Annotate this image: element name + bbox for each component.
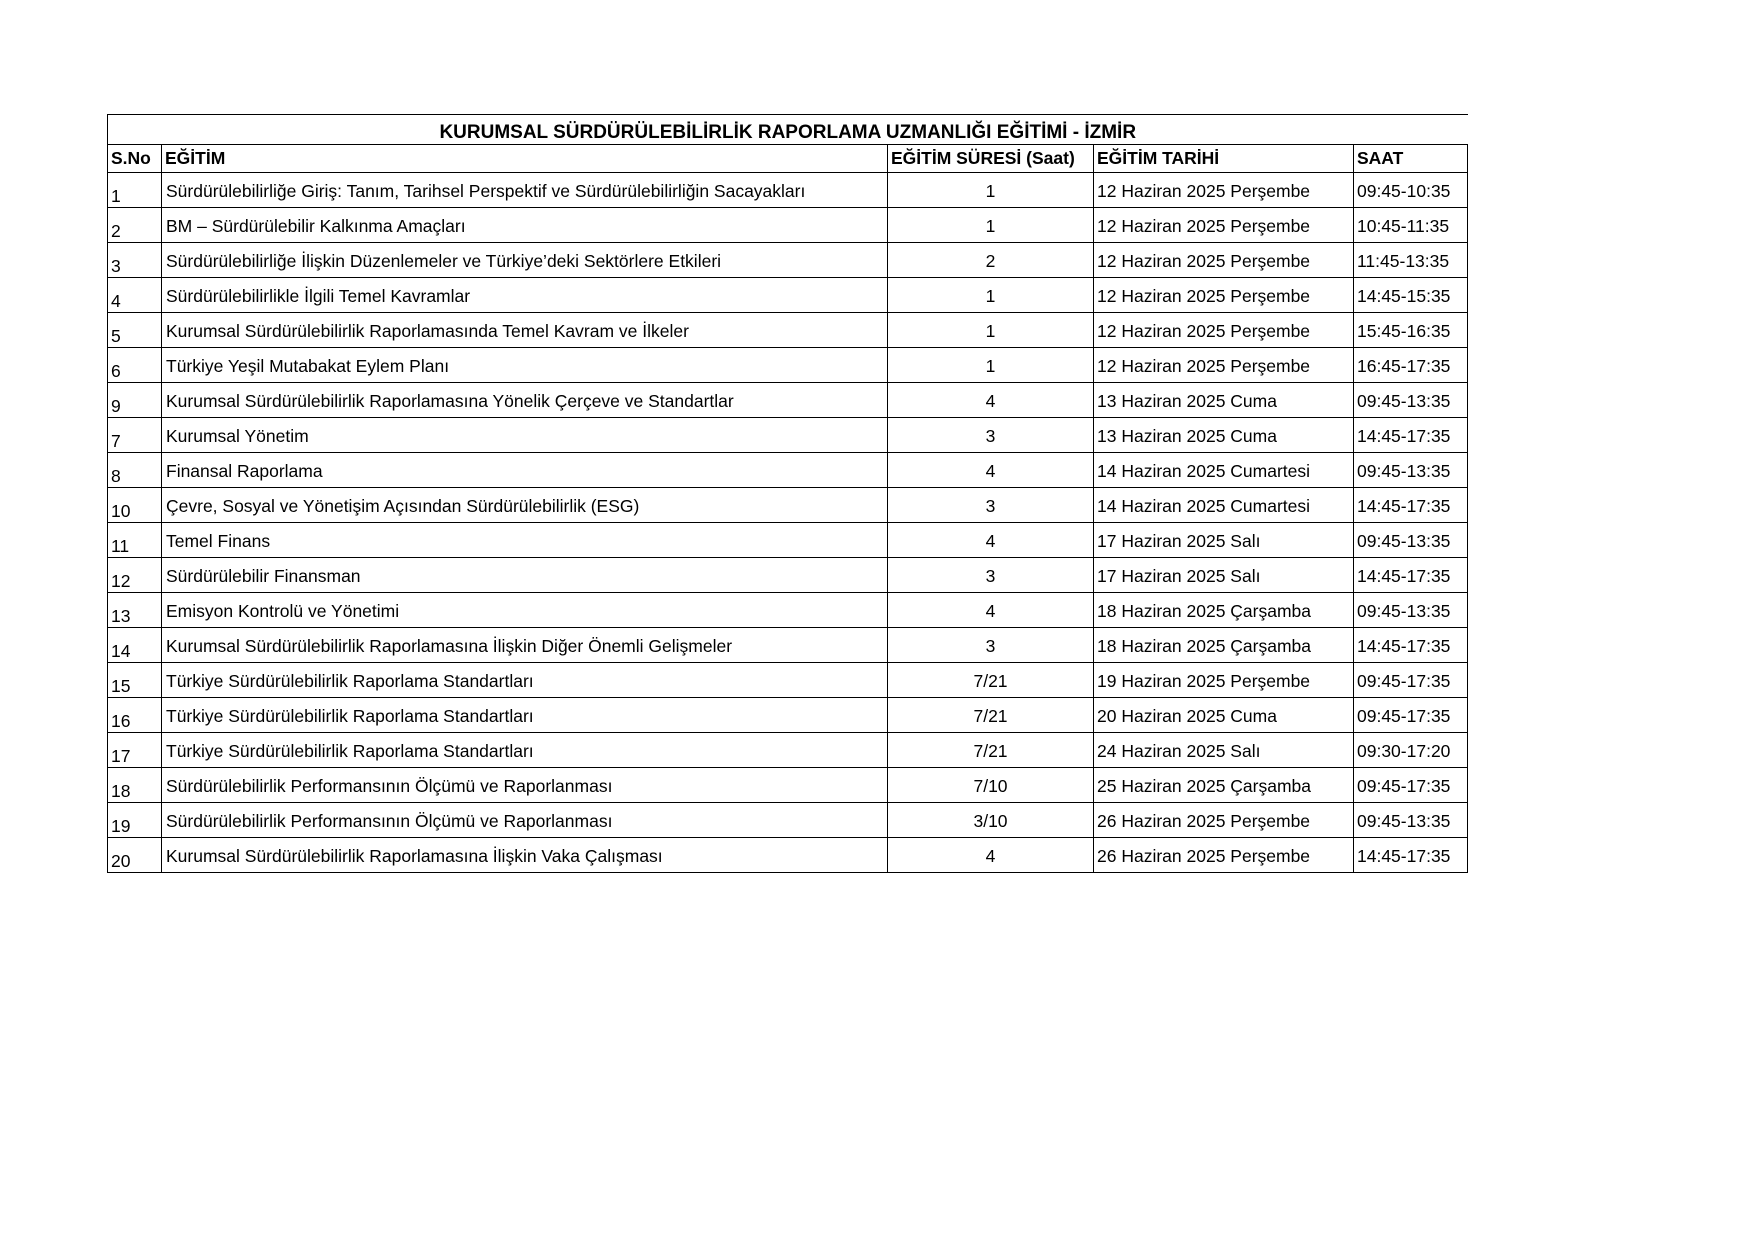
- table-title: KURUMSAL SÜRDÜRÜLEBİLİRLİK RAPORLAMA UZMANLIĞI EĞİTİMİ - İZMİR: [108, 115, 1468, 145]
- course-duration: 7/21: [888, 663, 1094, 698]
- row-number: 15: [108, 663, 162, 698]
- course-duration: 4: [888, 838, 1094, 873]
- table-row: [108, 733, 1468, 768]
- course-date: 14 Haziran 2025 Cumartesi: [1094, 453, 1354, 488]
- course-time: 16:45-17:35: [1354, 348, 1468, 383]
- course-time: 14:45-17:35: [1354, 488, 1468, 523]
- table-row: [108, 418, 1468, 453]
- table-row: [108, 383, 1468, 418]
- course-duration: 1: [888, 348, 1094, 383]
- row-number: 8: [108, 453, 162, 488]
- course-name: Finansal Raporlama: [162, 453, 888, 488]
- course-duration: 2: [888, 243, 1094, 278]
- course-date: 13 Haziran 2025 Cuma: [1094, 418, 1354, 453]
- table-row: [108, 278, 1468, 313]
- course-date: 12 Haziran 2025 Perşembe: [1094, 208, 1354, 243]
- course-date: 12 Haziran 2025 Perşembe: [1094, 313, 1354, 348]
- row-number: 1: [108, 173, 162, 208]
- course-date: 26 Haziran 2025 Perşembe: [1094, 803, 1354, 838]
- row-number: 7: [108, 418, 162, 453]
- course-duration: 3: [888, 558, 1094, 593]
- table-row: [108, 698, 1468, 733]
- table-row: [108, 173, 1468, 208]
- course-time: 09:30-17:20: [1354, 733, 1468, 768]
- course-time: 09:45-10:35: [1354, 173, 1468, 208]
- header-duration: EĞİTİM SÜRESİ (Saat): [888, 145, 1094, 173]
- header-course: EĞİTİM: [162, 145, 888, 173]
- course-name: Sürdürülebilirlik Performansının Ölçümü ve Raporlanması: [162, 768, 888, 803]
- course-duration: 3: [888, 418, 1094, 453]
- course-duration: 7/21: [888, 698, 1094, 733]
- course-date: 25 Haziran 2025 Çarşamba: [1094, 768, 1354, 803]
- course-time: 09:45-17:35: [1354, 698, 1468, 733]
- course-duration: 3: [888, 628, 1094, 663]
- schedule-table: [107, 114, 1468, 873]
- table-row: [108, 313, 1468, 348]
- row-number: 14: [108, 628, 162, 663]
- row-number: 12: [108, 558, 162, 593]
- row-number: 11: [108, 523, 162, 558]
- course-duration: 1: [888, 313, 1094, 348]
- row-number: 19: [108, 803, 162, 838]
- header-row: [108, 145, 1468, 173]
- course-name: Emisyon Kontrolü ve Yönetimi: [162, 593, 888, 628]
- course-name: Sürdürülebilirlikle İlgili Temel Kavramlar: [162, 278, 888, 313]
- table-row: [108, 488, 1468, 523]
- course-name: Sürdürülebilirlik Performansının Ölçümü ve Raporlanması: [162, 803, 888, 838]
- course-duration: 4: [888, 593, 1094, 628]
- course-duration: 3/10: [888, 803, 1094, 838]
- course-duration: 4: [888, 383, 1094, 418]
- course-date: 17 Haziran 2025 Salı: [1094, 523, 1354, 558]
- course-date: 18 Haziran 2025 Çarşamba: [1094, 628, 1354, 663]
- course-time: 14:45-17:35: [1354, 628, 1468, 663]
- table-row: [108, 628, 1468, 663]
- table-row: [108, 558, 1468, 593]
- course-date: 17 Haziran 2025 Salı: [1094, 558, 1354, 593]
- course-date: 18 Haziran 2025 Çarşamba: [1094, 593, 1354, 628]
- course-time: 10:45-11:35: [1354, 208, 1468, 243]
- course-date: 14 Haziran 2025 Cumartesi: [1094, 488, 1354, 523]
- course-name: Türkiye Sürdürülebilirlik Raporlama Standartları: [162, 698, 888, 733]
- course-duration: 1: [888, 278, 1094, 313]
- course-name: Kurumsal Yönetim: [162, 418, 888, 453]
- course-name: Kurumsal Sürdürülebilirlik Raporlamasına İlişkin Diğer Önemli Gelişmeler: [162, 628, 888, 663]
- course-time: 14:45-17:35: [1354, 418, 1468, 453]
- row-number: 9: [108, 383, 162, 418]
- course-time: 14:45-17:35: [1354, 558, 1468, 593]
- table-row: [108, 348, 1468, 383]
- course-name: BM – Sürdürülebilir Kalkınma Amaçları: [162, 208, 888, 243]
- course-date: 26 Haziran 2025 Perşembe: [1094, 838, 1354, 873]
- course-date: 19 Haziran 2025 Perşembe: [1094, 663, 1354, 698]
- row-number: 13: [108, 593, 162, 628]
- course-date: 12 Haziran 2025 Perşembe: [1094, 173, 1354, 208]
- course-date: 12 Haziran 2025 Perşembe: [1094, 243, 1354, 278]
- table-row: [108, 523, 1468, 558]
- course-duration: 1: [888, 173, 1094, 208]
- course-time: 09:45-13:35: [1354, 593, 1468, 628]
- course-date: 12 Haziran 2025 Perşembe: [1094, 278, 1354, 313]
- course-time: 09:45-13:35: [1354, 383, 1468, 418]
- table-body: [108, 173, 1468, 873]
- table-row: [108, 768, 1468, 803]
- table-row: [108, 243, 1468, 278]
- course-name: Sürdürülebilirliğe Giriş: Tanım, Tarihsel Perspektif ve Sürdürülebilirliğin Sacayakları: [162, 173, 888, 208]
- row-number: 2: [108, 208, 162, 243]
- row-number: 4: [108, 278, 162, 313]
- course-name: Türkiye Sürdürülebilirlik Raporlama Standartları: [162, 663, 888, 698]
- course-duration: 3: [888, 488, 1094, 523]
- course-time: 15:45-16:35: [1354, 313, 1468, 348]
- course-date: 24 Haziran 2025 Salı: [1094, 733, 1354, 768]
- row-number: 17: [108, 733, 162, 768]
- course-name: Sürdürülebilir Finansman: [162, 558, 888, 593]
- row-number: 6: [108, 348, 162, 383]
- schedule-sheet: [107, 114, 1467, 873]
- course-name: Türkiye Sürdürülebilirlik Raporlama Standartları: [162, 733, 888, 768]
- course-time: 14:45-15:35: [1354, 278, 1468, 313]
- course-date: 20 Haziran 2025 Cuma: [1094, 698, 1354, 733]
- course-duration: 4: [888, 523, 1094, 558]
- header-no: S.No: [108, 145, 162, 173]
- course-date: 13 Haziran 2025 Cuma: [1094, 383, 1354, 418]
- course-time: 09:45-13:35: [1354, 453, 1468, 488]
- course-time: 09:45-17:35: [1354, 768, 1468, 803]
- table-row: [108, 208, 1468, 243]
- row-number: 10: [108, 488, 162, 523]
- course-name: Temel Finans: [162, 523, 888, 558]
- row-number: 3: [108, 243, 162, 278]
- course-name: Türkiye Yeşil Mutabakat Eylem Planı: [162, 348, 888, 383]
- course-name: Sürdürülebilirliğe İlişkin Düzenlemeler ve Türkiye’deki Sektörlere Etkileri: [162, 243, 888, 278]
- header-date: EĞİTİM TARİHİ: [1094, 145, 1354, 173]
- row-number: 18: [108, 768, 162, 803]
- table-row: [108, 838, 1468, 873]
- course-name: Kurumsal Sürdürülebilirlik Raporlamasında Temel Kavram ve İlkeler: [162, 313, 888, 348]
- course-duration: 7/21: [888, 733, 1094, 768]
- course-duration: 4: [888, 453, 1094, 488]
- title-row: [108, 115, 1468, 145]
- course-name: Çevre, Sosyal ve Yönetişim Açısından Sürdürülebilirlik (ESG): [162, 488, 888, 523]
- course-time: 11:45-13:35: [1354, 243, 1468, 278]
- course-name: Kurumsal Sürdürülebilirlik Raporlamasına İlişkin Vaka Çalışması: [162, 838, 888, 873]
- course-time: 09:45-13:35: [1354, 803, 1468, 838]
- table-row: [108, 453, 1468, 488]
- course-date: 12 Haziran 2025 Perşembe: [1094, 348, 1354, 383]
- row-number: 20: [108, 838, 162, 873]
- row-number: 16: [108, 698, 162, 733]
- course-time: 09:45-17:35: [1354, 663, 1468, 698]
- row-number: 5: [108, 313, 162, 348]
- table-row: [108, 663, 1468, 698]
- course-name: Kurumsal Sürdürülebilirlik Raporlamasına Yönelik Çerçeve ve Standartlar: [162, 383, 888, 418]
- course-duration: 1: [888, 208, 1094, 243]
- table-row: [108, 593, 1468, 628]
- course-time: 14:45-17:35: [1354, 838, 1468, 873]
- course-time: 09:45-13:35: [1354, 523, 1468, 558]
- table-row: [108, 803, 1468, 838]
- course-duration: 7/10: [888, 768, 1094, 803]
- header-time: SAAT: [1354, 145, 1468, 173]
